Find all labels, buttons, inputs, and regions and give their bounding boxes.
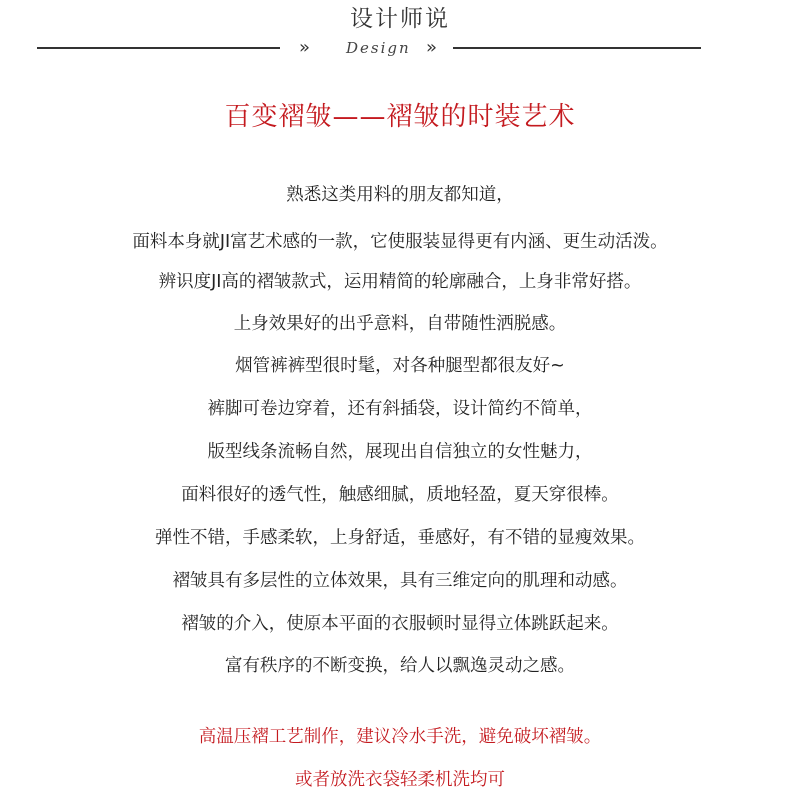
header-subtitle-group — [292, 34, 452, 60]
chevron-right-icon: » — [426, 37, 438, 58]
description-line: 褶皱具有多层性的立体效果，具有三维定向的肌理和动感。 — [172, 571, 628, 591]
description-line: 裤脚可卷边穿着，还有斜插袋，设计简约不简单， — [207, 399, 593, 419]
description-line: 辨识度JI高的褶皱款式，运用精简的轮廓融合，上身非常好搭。 — [158, 272, 642, 292]
chevron-right-icon: » — [299, 37, 311, 58]
description-line: 富有秩序的不断变换，给人以飘逸灵动之感。 — [225, 656, 575, 676]
description-line: 面料很好的透气性，触感细腻，质地轻盈，夏天穿很棒。 — [181, 485, 619, 505]
description-line: 面料本身就JI富艺术感的一款，它使服装显得更有内涵、更生动活泼。 — [132, 232, 668, 252]
header-title: 设计师说 — [350, 6, 450, 32]
description-line: 褶皱的介入，使原本平面的衣服顿时显得立体跳跃起来。 — [181, 614, 619, 634]
description-line: 版型线条流畅自然，展现出自信独立的女性魅力， — [207, 442, 593, 462]
header-divider-left — [37, 47, 280, 49]
care-note-line: 或者放洗衣袋轻柔机洗均可 — [295, 770, 505, 790]
header-subtitle: Design — [346, 39, 411, 57]
description-line: 熟悉这类用料的朋友都知道， — [286, 185, 514, 205]
description-line: 上身效果好的出乎意料，自带随性洒脱感。 — [233, 314, 567, 334]
description-line: 烟管裤裤型很时髦，对各种腿型都很友好~ — [235, 356, 565, 376]
main-title: 百变褶皱——褶皱的时装艺术 — [224, 102, 576, 132]
header-divider-right — [453, 47, 701, 49]
care-note-line: 高温压褶工艺制作，建议冷水手洗，避免破坏褶皱。 — [198, 727, 602, 747]
description-line: 弹性不错，手感柔软，上身舒适，垂感好，有不错的显瘦效果。 — [155, 528, 645, 548]
